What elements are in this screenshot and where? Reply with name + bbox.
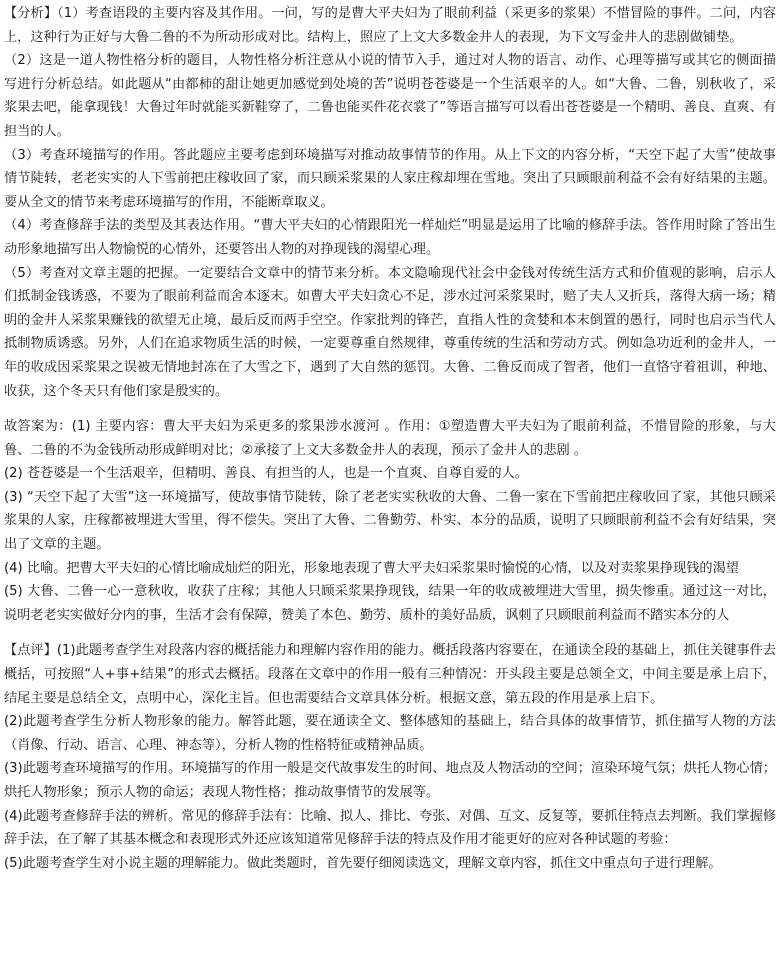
- analysis-paragraph-4: （4）考查修辞手法的类型及其表达作用。“曹大平夫妇的心情跟阳光一样灿烂”明显是运用了比喻的修辞手法。答作用时除了答出生动形象地描写出人物愉悦的心情外，还要答出人物的对挣现钱的渴望心理。: [4, 218, 776, 257]
- comment-paragraph-3: (3)此题考查环境描写的作用。环境描写的作用一般是交代故事发生的时间、地点及人物活动的空间；渲染环境气氛；烘托人物心情；烘托人物形象；预示人物的命运；表现人物性格；推动故事情节的发展等。: [4, 761, 776, 800]
- section-gap: [4, 403, 776, 415]
- analysis-paragraph-2: （2）这是一道人物性格分析的题目，人物性格分析注意从小说的情节入手，通过对人物的语言、动作、心理等描写或其它的侧面描写进行分析总结。如此题从“由都柿的甜让她更加感觉到处境的苦”说明苍苍婆是一个生活艰辛的人。如“大鲁、二鲁，别秋收了，采浆果去吧，能拿现钱！大鲁过年时就能买新鞋穿了，二鲁也能买件花衣裳了”等语言描写可以看出苍苍婆是一个精明、善良、直爽、有担当的人。: [4, 53, 776, 139]
- comment-paragraph-1: 【点评】(1)此题考查学生对段落内容的概括能力和理解内容作用的能力。概括段落内容要在，在通读全段的基础上，抓住关键事件去概括，可按照“人+事+结果”的形式去概括。段落在文章中的作用一般有三种情况：开头段主要是总领全文，中间主要是承上启下，结尾主要是总结全文，点明中心，深化主旨。但也需要结合文章具体分析。根据文意，第五段的作用是承上启下。: [4, 643, 776, 706]
- answer-paragraph-5: (5) 大鲁、二鲁一心一意秋收，收获了庄稼；其他人只顾采浆果挣现钱，结果一年的收成被埋进大雪里，损失惨重。通过这一对比，说明老老实实做好分内的事，生活才会有保障，赞美了本色、勤劳、质朴的美好品质，讽刺了只顾眼前利益而不踏实本分的人: [4, 584, 776, 623]
- section-gap: [4, 627, 776, 639]
- comment-paragraph-4: (4)此题考查修辞手法的辨析。常见的修辞手法有：比喻、拟人、排比、夸张、对偶、互文、反复等，要抓住特点去判断。我们掌握修辞手法，在了解了其基本概念和表现形式外还应该知道常见修辞手法的特点及作用才能更好的应对各种试题的考验：: [4, 808, 776, 848]
- analysis-paragraph-5: （5）考查对文章主题的把握。一定要结合文章中的情节来分析。本文隐喻现代社会中金钱对传统生活方式和价值观的影响，启示人们抵制金钱诱惑，不要为了眼前利益而舍本逐末。如曹大平夫妇贪心不足，涉水过河采浆果时，赔了夫人又折兵，落得大病一场；精明的金井人采浆果赚钱的欲望无止境，最后反而两手空空。作家批判的锋芒，直指人性的贪婪和本末倒置的愚行，同时也启示当代人抵制物质诱惑。另外，人们在追求物质生活的时候，一定要尊重自然规律，尊重传统的生活和劳动方式。例如急功近利的金井人，一年的收成因采浆果之误被无情地封冻在了大雪之下，遇到了大自然的惩罚。大鲁、二鲁反而成了智者，他们一直恪守着祖训，种地、收获，这个冬天只有他们家是殷实的。: [4, 265, 776, 399]
- answer-paragraph-3: (3) “天空下起了大雪”这一环境描写，使故事情节陡转，除了老老实实秋收的大鲁、二鲁一家在下雪前把庄稼收回了家，其他只顾采浆果的人家，庄稼都被埋进大雪里，得不偿失。突出了大鲁、二鲁勤劳、朴实、本分的品质，说明了只顾眼前利益不会有好结果，突出了文章的主题。: [4, 489, 776, 553]
- answer-paragraph-4: (4) 比喻。把曹大平夫妇的心情比喻成灿烂的阳光，形象地表现了曹大平夫妇采浆果时愉悦的心情，以及对卖浆果挣现钱的渴望: [4, 560, 739, 576]
- comment-paragraph-2: (2)此题考查学生分析人物形象的能力。解答此题，要在通读全文、整体感知的基础上，结合具体的故事情节，抓住描写人物的方法（肖像、行动、语言、心理、神态等），分析人物的性格特征或精神品质。: [4, 714, 776, 753]
- answer-paragraph-2: (2) 苍苍婆是一个生活艰辛，但精明、善良、有担当的人，也是一个直爽、自尊自爱的人。: [4, 466, 528, 482]
- comment-paragraph-5: (5)此题考查学生对小说主题的理解能力。做此类题时，首先要仔细阅读选文，理解文章内容，抓住文中重点句子进行理解。: [4, 855, 722, 871]
- analysis-paragraph-1: 【分析】（1）考查语段的主要内容及其作用。一问，写的是曹大平夫妇为了眼前利益（采更多的浆果）不惜冒险的事件。二问，内容上，这种行为正好与大鲁二鲁的不为所动形成对比。结构上，照应了上文大多数金井人的表现，为下文写金井人的悲剧做铺垫。: [4, 6, 776, 45]
- analysis-paragraph-3: （3）考查环境描写的作用。答此题应主要考虑到环境描写对推动故事情节的作用。从上下文的内容分析，“天空下起了大雪”使故事情节陡转，老老实实的人下雪前把庄稼收回了家，而只顾采浆果的人家庄稼却埋在雪地。突出了只顾眼前利益不会有好结果的主题。要从全文的情节来考虑环境描写的作用，不能断章取义。: [4, 147, 776, 210]
- answer-paragraph-1: 故答案为：(1) 主要内容：曹大平夫妇为采更多的浆果涉水渡河 。作用：①塑造曹大平夫妇为了眼前利益，不惜冒险的形象，与大鲁、二鲁的不为金钱所动形成鲜明对比；②承接了上文大多数金井人的表现，预示了金井人的悲剧 。: [4, 419, 776, 458]
